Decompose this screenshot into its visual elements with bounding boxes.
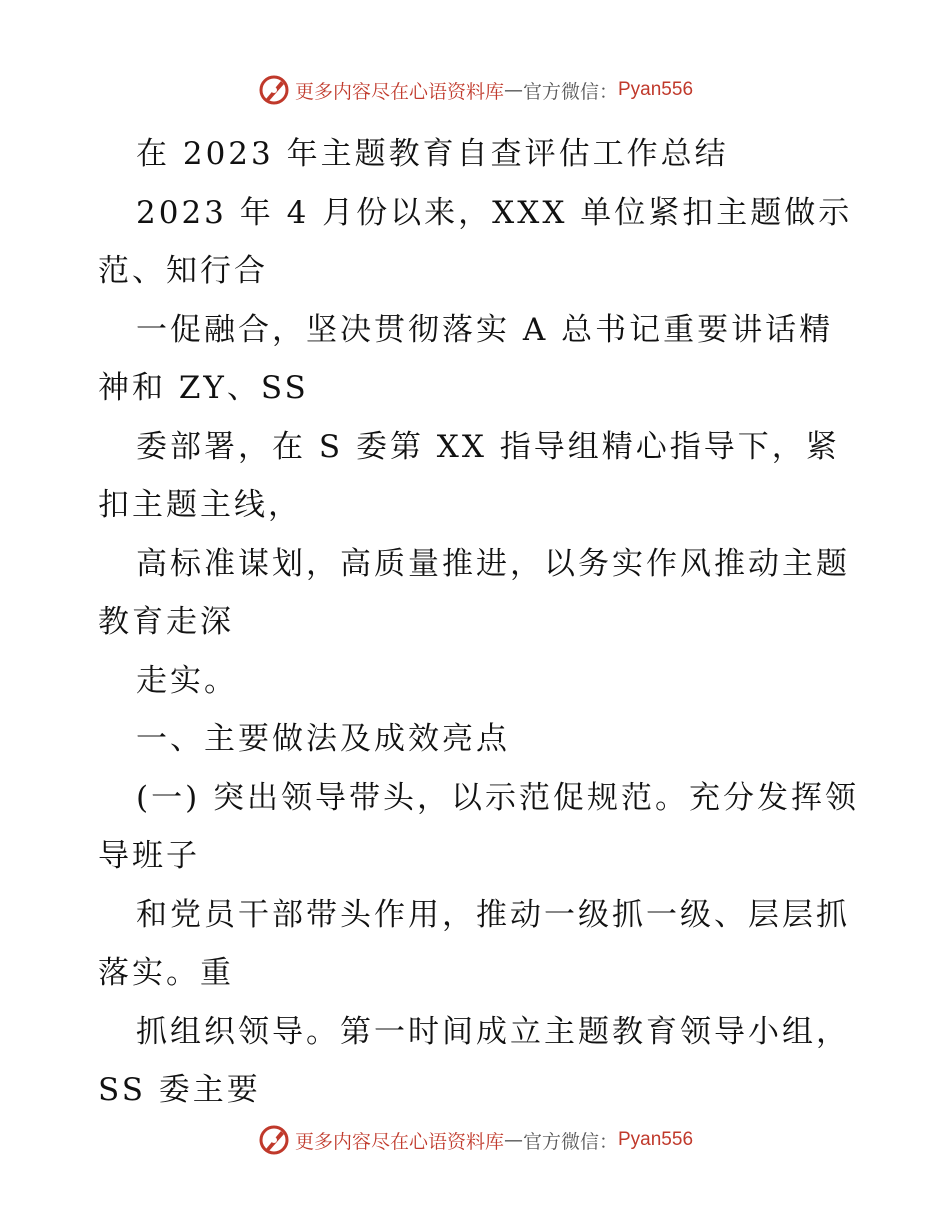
doc-line: 和党员干部带头作用，推动一级抓一级、层层抓 bbox=[136, 896, 850, 933]
doc-line: 扣主题主线， bbox=[98, 487, 302, 523]
document-body bbox=[98, 125, 868, 1120]
doc-line: 一促融合，坚决贯彻落实 A 总书记重要讲话精 bbox=[136, 311, 834, 348]
quill-seal-icon bbox=[257, 73, 291, 107]
banner-promo-text: 更多内容尽在心语资料库 bbox=[294, 1130, 504, 1153]
doc-line: 高标准谋划，高质量推进，以务实作风推动主题 bbox=[136, 545, 850, 582]
banner-separator: — bbox=[503, 1129, 523, 1151]
banner-handle: Pyan556 bbox=[618, 1129, 694, 1150]
header-banner bbox=[0, 70, 950, 110]
doc-line: SS 委主要 bbox=[98, 1072, 261, 1108]
doc-line: 抓组织领导。第一时间成立主题教育领导小组， bbox=[136, 1013, 850, 1050]
subsection-heading: (一) 突出领导带头，以示范促规范。充分发挥领 bbox=[136, 779, 860, 816]
banner-promo-text: 更多内容尽在心语资料库 bbox=[294, 80, 504, 103]
doc-line: 导班子 bbox=[98, 838, 200, 874]
doc-line: 2023 年 4 月份以来，XXX 单位紧扣主题做示 bbox=[136, 194, 853, 231]
banner-handle: Pyan556 bbox=[618, 79, 694, 100]
footer-banner bbox=[0, 1120, 950, 1160]
section-heading: 一、主要做法及成效亮点 bbox=[136, 721, 510, 757]
doc-line: 走实。 bbox=[136, 662, 238, 699]
banner-separator: — bbox=[503, 79, 523, 101]
doc-line: 落实。重 bbox=[98, 955, 234, 991]
doc-line: 教育走深 bbox=[98, 604, 234, 640]
banner-wechat-label: 官方微信： bbox=[522, 80, 618, 103]
doc-title: 在 2023 年主题教育自查评估工作总结 bbox=[136, 136, 729, 172]
quill-seal-icon bbox=[257, 1123, 291, 1157]
doc-line: 神和 ZY、SS bbox=[98, 370, 309, 406]
banner-wechat-label: 官方微信： bbox=[522, 1130, 618, 1153]
doc-line: 范、知行合 bbox=[98, 253, 268, 289]
doc-line: 委部署，在 S 委第 XX 指导组精心指导下，紧 bbox=[136, 428, 840, 465]
